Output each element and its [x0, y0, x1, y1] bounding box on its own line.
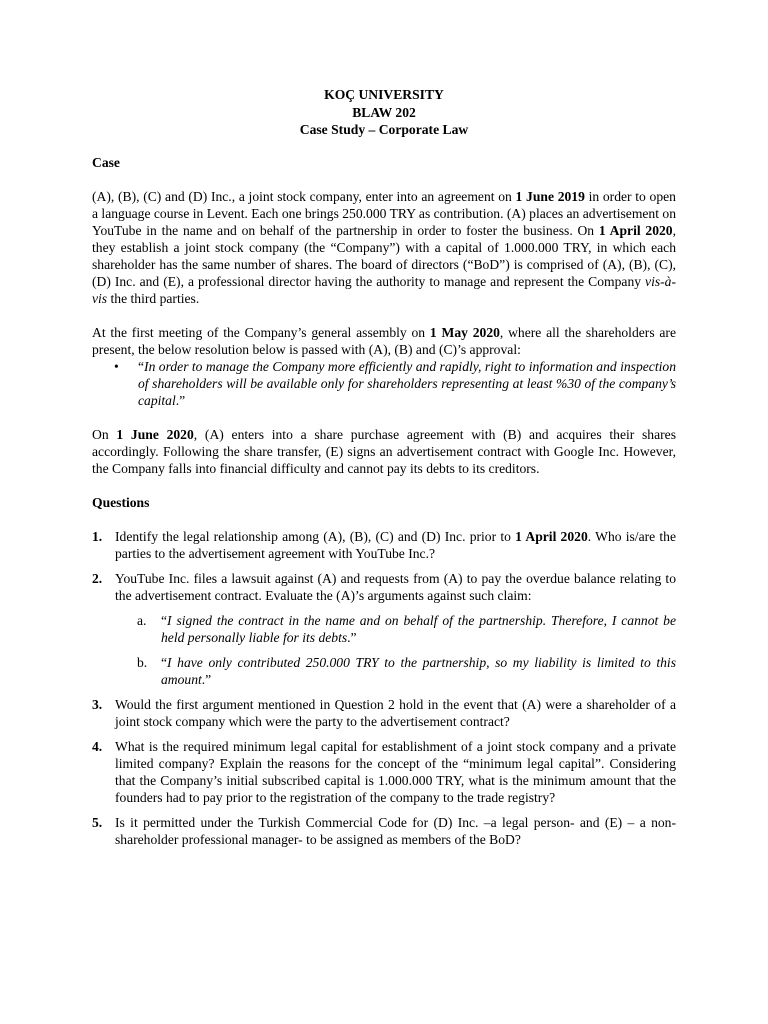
date-emphasis: 1 May 2020	[429, 324, 500, 340]
resolution-text: In order to manage the Company more efficiently and rapidly, right to information and inspection of shareholders will be available only for shareholders representing at least %30 of the company’s capital	[138, 358, 676, 408]
text-span: Identify the legal relationship among (A), (B), (C) and (D) Inc. prior to	[115, 528, 516, 544]
text-span: , (A) enters into a share purchase agreement with (B) and acquires their shares accordingly. Following the share transfer, (E) signs an advertisement contract with Google Inc. However, the Company falls into financial difficulty and cannot pay its debts to its creditors.	[92, 426, 676, 476]
question-4	[92, 738, 676, 806]
case-paragraph-2	[92, 324, 676, 358]
text-span: in order to open a language course in Levent. Each one brings 250.000 TRY as contribution. (A) places an advertisement on YouTube in the name and on behalf of the partnership in order to foster the business. On	[92, 188, 676, 238]
argument-a	[115, 612, 676, 646]
text-span: the third parties.	[107, 290, 200, 306]
date-emphasis: 1 June 2020	[116, 426, 194, 442]
questions-list	[92, 528, 676, 848]
question-number: 5.	[92, 814, 103, 830]
bullet-icon: •	[114, 358, 119, 374]
course-code: BLAW 202	[352, 104, 416, 120]
question-1	[92, 528, 676, 562]
argument-text: I signed the contract in the name and on behalf of the partnership. Therefore, I cannot be held personally liable for its debts	[161, 612, 676, 645]
argument-b	[115, 654, 676, 688]
document-page	[92, 86, 676, 856]
resolution-item	[92, 358, 676, 409]
question-5	[92, 814, 676, 848]
questions-heading: Questions	[92, 494, 150, 510]
text-span: (A), (B), (C) and (D) Inc., a joint stock company, enter into an agreement on	[92, 188, 516, 204]
question-2	[92, 570, 676, 688]
text-span: What is the required minimum legal capital for establishment of a joint stock company and a private limited company? Explain the reasons for the concept of the “minimum legal capital”. Considering that the Company’s initial subscribed capital is 1.000.000 TRY, what is the minimum amount that the founders had to pay prior to the registration of the company to the trade registry?	[115, 738, 676, 805]
text-span: , where all the shareholders are present, the below resolution below is passed with (A), (B) and (C)’s approval:	[92, 324, 676, 357]
quote-mark: .”	[201, 671, 212, 687]
university-title: KOÇ UNIVERSITY	[324, 87, 444, 102]
quote-mark: “	[161, 654, 168, 670]
arguments-list	[115, 612, 676, 688]
question-number: 4.	[92, 738, 103, 754]
argument-letter: b.	[137, 654, 148, 670]
text-span: . Who is/are the parties to the advertisement agreement with YouTube Inc.?	[115, 528, 676, 561]
quote-mark: .”	[347, 629, 357, 645]
text-span: Would the first argument mentioned in Question 2 hold in the event that (A) were a shareholder of a joint stock company which were the party to the advertisement contract?	[115, 696, 676, 729]
argument-letter: a.	[137, 612, 147, 628]
case-paragraph-3	[92, 426, 676, 477]
latin-phrase: vis-à-vis	[92, 273, 676, 306]
question-number: 2.	[92, 570, 103, 586]
question-number: 1.	[92, 528, 103, 544]
text-span: , they establish a joint stock company (the “Company”) with a capital of 1.000.000 TRY, in which each shareholder has the same number of shares. The board of directors (“BoD”) is comprised of (A), (B), (C), (D) Inc. and (E), a professional director having the authority to manage and represent the Company	[92, 222, 676, 289]
argument-text: I have only contributed 250.000 TRY to the partnership, so my liability is limited to this amount	[161, 654, 676, 687]
date-emphasis: 1 April 2020	[515, 528, 588, 544]
quote-mark: “	[161, 612, 168, 628]
text-span: YouTube Inc. files a lawsuit against (A) and requests from (A) to pay the overdue balance relating to the advertisement contract. Evaluate the (A)’s arguments against such claim:	[115, 570, 676, 603]
quote-mark: “	[138, 358, 145, 374]
case-heading: Case	[92, 154, 120, 170]
question-number: 3.	[92, 696, 103, 712]
date-emphasis: 1 April 2020	[598, 222, 673, 238]
text-span: Is it permitted under the Turkish Commercial Code for (D) Inc. –a legal person- and (E) – a non-shareholder professional manager- to be assigned as members of the BoD?	[115, 814, 676, 847]
date-emphasis: 1 June 2019	[515, 188, 585, 204]
document-title: Case Study – Corporate Law	[299, 122, 469, 137]
case-paragraph-1	[92, 188, 676, 307]
resolution-list	[92, 358, 676, 409]
question-3	[92, 696, 676, 730]
text-span: At the first meeting of the Company’s general assembly on	[92, 324, 430, 340]
quote-mark: .”	[175, 392, 186, 408]
text-span: On	[92, 426, 117, 442]
